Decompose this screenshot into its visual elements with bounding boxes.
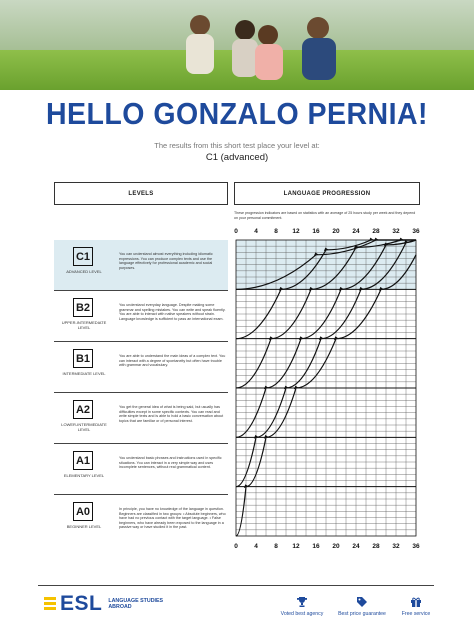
progression-line — [236, 255, 416, 536]
footer-divider — [38, 585, 434, 586]
esl-logo[interactable] — [44, 594, 168, 614]
progression-arrow — [264, 435, 268, 439]
levels-header: LEVELS — [54, 182, 228, 205]
progression-arrow — [254, 435, 258, 439]
row-divider — [54, 494, 228, 495]
x-tick-label-top: 36 — [412, 228, 420, 235]
row-divider — [54, 392, 228, 393]
progression-arrow — [264, 386, 268, 390]
level-label: LOWER-INTERMEDIATE LEVEL — [61, 422, 107, 432]
x-tick-label-bottom: 36 — [412, 543, 420, 550]
progression-arrow — [314, 252, 318, 256]
x-tick-label-top: 20 — [332, 228, 340, 235]
gift-icon — [410, 596, 422, 608]
x-tick-label-top: 16 — [312, 228, 320, 235]
chart-frame — [236, 240, 416, 536]
logo-subtitle: LANGUAGE STUDIES ABROAD — [108, 598, 164, 610]
x-tick-label-bottom: 32 — [392, 543, 400, 550]
progression-line — [236, 240, 416, 388]
level-row-b2 — [54, 291, 228, 341]
x-tick-label-top: 8 — [274, 228, 278, 235]
level-label: ELEMENTARY LEVEL — [63, 473, 105, 478]
level-row-a0 — [54, 495, 228, 545]
progression-arrow — [319, 336, 323, 340]
level-description: You can understand almost everything including idiomatic expressions. You can produce complex texts and use the language effectively for professional academic and social purposes. — [119, 252, 213, 270]
x-tick-label-bottom: 0 — [234, 543, 238, 550]
progression-arrow — [359, 287, 363, 291]
progression-line — [236, 240, 416, 289]
x-tick-label-bottom: 4 — [254, 543, 258, 550]
level-label: BEGINNER LEVEL — [66, 524, 102, 529]
level-badge: A2 — [73, 400, 93, 419]
progression-arrow — [244, 484, 248, 488]
progression-arrow — [269, 336, 273, 340]
x-tick-label-bottom: 28 — [372, 543, 380, 550]
badge-best-price — [333, 596, 391, 617]
level-badge: B1 — [73, 349, 93, 368]
progression-arrow — [404, 240, 408, 244]
badge-voted-best-agency — [276, 596, 328, 617]
logo-stripes-icon — [44, 595, 58, 613]
x-tick-label-top: 24 — [352, 228, 360, 235]
progression-arrow — [369, 238, 373, 242]
badge-free-service — [396, 596, 436, 617]
x-tick-label-top: 0 — [234, 228, 238, 235]
level-description: You are able to understand the main ideas of a complex text. You can interact with a degree of spontaneity but often have trouble with grammar and vocabulary. — [119, 354, 226, 368]
level-label: INTERMEDIATE LEVEL — [62, 371, 106, 376]
progression-arrow — [334, 336, 338, 340]
progression-arrow — [279, 287, 283, 291]
progression-arrow — [309, 287, 313, 291]
progression-arrow — [374, 238, 378, 242]
level-description: You understand everyday language. Despite making some grammar and spelling mistakes. You can write and speak fluently. You are able to interact with native speakers without strain. Language knowledge is sufficient to pass an international exam. — [119, 303, 226, 321]
level-row-c1 — [54, 240, 228, 290]
progression-arrow — [324, 247, 328, 251]
level-row-a2 — [54, 393, 228, 443]
level-description: In principle, you have no knowledge of the language in question. Beginners are classified in two groups: • Absolute beginners, who have had no previous contact with the target language. • False beginners, who have already been exposed to the language in a passive way or have studied it in the past. — [119, 507, 226, 530]
progression-note: These progression indicators are based on statistics with an average of 25 hours study per week and they depend on your personal commitment. — [234, 211, 416, 220]
trophy-icon — [296, 596, 308, 608]
level-badge: C1 — [73, 247, 93, 266]
result-level: C1 (advanced) — [205, 152, 269, 163]
x-tick-label-bottom: 8 — [274, 543, 278, 550]
logo-text: ESL — [60, 592, 103, 615]
progression-line — [236, 240, 416, 339]
x-tick-label-top: 4 — [254, 228, 258, 235]
x-tick-label-top: 32 — [392, 228, 400, 235]
x-tick-label-top: 12 — [292, 228, 300, 235]
hero-photo — [0, 0, 474, 90]
progression-line — [236, 240, 416, 487]
row-divider — [54, 290, 228, 291]
x-tick-label-bottom: 12 — [292, 543, 300, 550]
progression-line — [236, 240, 416, 437]
page-title: HELLO GONZALO PERNIA! — [45, 96, 429, 131]
progression-header: LANGUAGE PROGRESSION — [234, 182, 420, 205]
row-divider — [54, 443, 228, 444]
progression-arrow — [299, 336, 303, 340]
level-badge: A0 — [73, 502, 93, 521]
level-label: ADVANCED LEVEL — [66, 269, 102, 274]
x-tick-label-top: 28 — [372, 228, 380, 235]
hero-people-illustration — [0, 0, 474, 90]
progression-arrow — [384, 243, 388, 247]
x-tick-label-bottom: 20 — [332, 543, 340, 550]
progression-arrow — [354, 245, 358, 249]
badge-label: Voted best agency — [280, 611, 324, 617]
level-badge: B2 — [73, 298, 93, 317]
level-row-b1 — [54, 342, 228, 392]
level-badge: A1 — [73, 451, 93, 470]
level-label: UPPER-INTERMEDIATE LEVEL — [61, 320, 107, 330]
level-description: You understand basic phrases and instructions used in specific situations. You can interact in a very simple way and uses incomplete sentences, without real grammatical content. — [119, 456, 222, 470]
progression-arrow — [284, 386, 288, 390]
price-tag-icon — [356, 596, 368, 608]
progression-arrow — [339, 287, 343, 291]
progression-arrow — [294, 386, 298, 390]
progression-arrow — [399, 238, 403, 242]
level-row-a1 — [54, 444, 228, 494]
progression-arrow — [379, 287, 383, 291]
current-level-band — [236, 240, 416, 289]
badge-label: Best price guarantee — [338, 611, 386, 617]
level-description: You get the general idea of what is being said, but usually has difficulties except in some specific contexts. You can read and write simple texts and is able to hold a basic conversation about topics that are familiar or of personal interest. — [119, 405, 224, 423]
result-subtitle: The results from this short test place your level at: — [154, 141, 320, 150]
row-divider — [54, 341, 228, 342]
badge-label: Free service — [401, 611, 431, 617]
x-tick-label-bottom: 24 — [352, 543, 360, 550]
x-tick-label-bottom: 16 — [312, 543, 320, 550]
